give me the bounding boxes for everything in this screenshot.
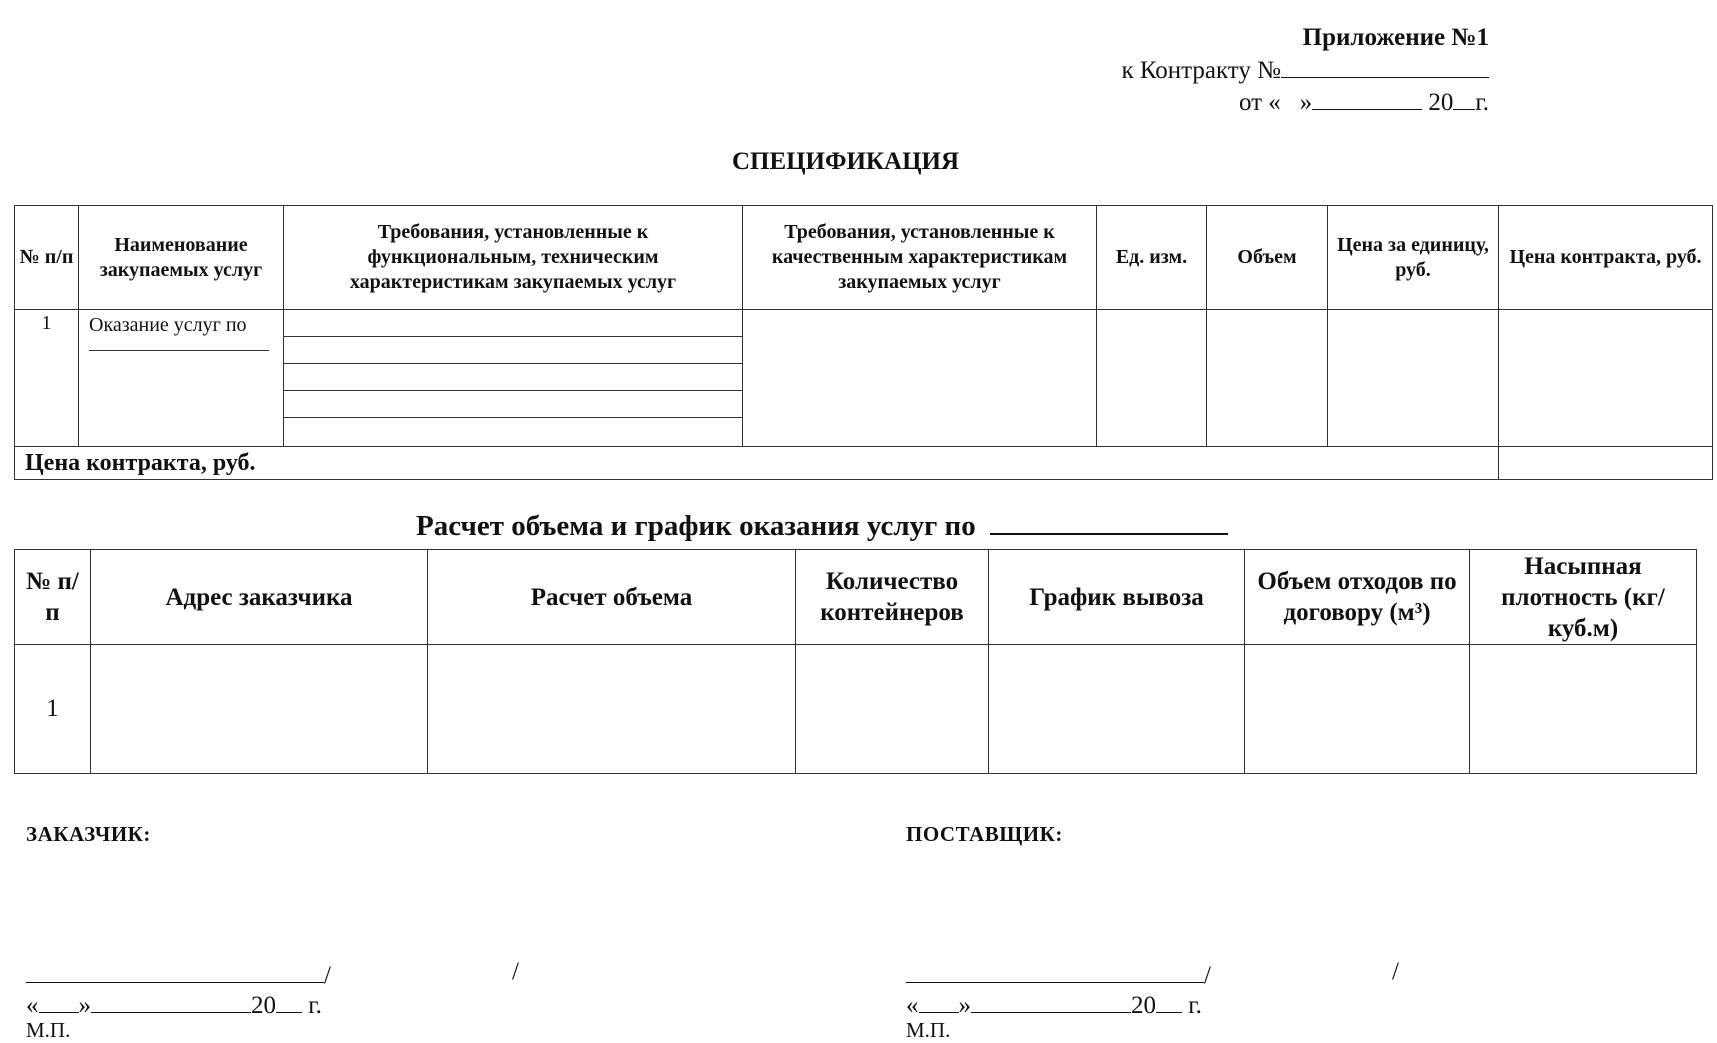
date-year: 20	[251, 992, 276, 1019]
schedule-table	[14, 549, 1697, 774]
spec-header-row	[15, 206, 1713, 310]
contract-number-line	[1121, 53, 1489, 87]
date-year-suffix: г.	[308, 992, 322, 1019]
date-close: »	[78, 992, 91, 1019]
date-from: от «	[1238, 89, 1281, 116]
spec-functional-subrows	[284, 310, 742, 444]
customer-name-slash: /	[512, 958, 519, 985]
spec-row-number: 1	[15, 310, 79, 447]
spec-col-contract-price: Цена контракта, руб.	[1499, 206, 1713, 310]
supplier-date-line	[906, 988, 1202, 1020]
contract-number-blank	[1281, 53, 1489, 78]
spec-quality-cell	[743, 310, 1097, 447]
subrow	[284, 364, 742, 391]
spec-service-name: Оказание услуг по	[89, 314, 247, 336]
spec-volume-cell	[1207, 310, 1328, 447]
date-close: »	[958, 992, 971, 1019]
supplier-label: ПОСТАВЩИК:	[906, 822, 1063, 846]
spec-total-value	[1499, 447, 1713, 480]
spec-service-blank	[89, 350, 269, 351]
customer-stamp-label: М.П.	[26, 1018, 71, 1042]
subrow	[284, 391, 742, 418]
spec-unit-price-cell	[1328, 310, 1499, 447]
spec-col-volume: Объем	[1207, 206, 1328, 310]
date-year-blank	[276, 988, 302, 1013]
date-year: 20	[1131, 992, 1156, 1019]
customer-label: ЗАКАЗЧИК:	[26, 822, 151, 846]
spec-col-functional-req: Требования, установленные к функциональным, техническим характеристикам закупаемых услуг	[284, 206, 743, 310]
date-year-blank	[1156, 988, 1182, 1013]
spec-col-service-name: Наименование закупаемых услуг	[79, 206, 284, 310]
spec-row	[15, 310, 1713, 447]
spec-table	[14, 205, 1713, 480]
customer-signature-line	[26, 958, 331, 990]
date-open: «	[906, 992, 919, 1019]
supplier-signature-blank	[906, 958, 1204, 983]
date-close: »	[1299, 89, 1313, 116]
spec-col-unit: Ед. изм.	[1097, 206, 1207, 310]
spec-total-label: Цена контракта, руб.	[15, 447, 1499, 480]
spec-col-number: № п/п	[15, 206, 79, 310]
schedule-col-container-count: Количество контейнеров	[796, 550, 989, 645]
supplier-name-slash: /	[1392, 958, 1399, 985]
supplier-signature-line	[906, 958, 1211, 990]
schedule-waste-volume-cell	[1245, 645, 1470, 774]
contract-prefix: к Контракту №	[1121, 57, 1281, 84]
date-month-blank	[91, 988, 251, 1013]
date-month-blank	[971, 988, 1131, 1013]
spec-title: СПЕЦИФИКАЦИЯ	[731, 148, 960, 175]
schedule-col-number: № п/п	[15, 550, 91, 645]
subrow	[284, 418, 742, 444]
date-day-blank	[39, 988, 79, 1013]
supplier-stamp-label: М.П.	[906, 1018, 951, 1042]
appendix-title: Приложение №1	[1302, 24, 1489, 51]
schedule-pickup-cell	[989, 645, 1245, 774]
schedule-col-bulk-density: Насыпная плотность (кг/куб.м)	[1470, 550, 1697, 645]
spec-col-unit-price: Цена за единицу, руб.	[1328, 206, 1499, 310]
subrow	[284, 310, 742, 337]
schedule-col-volume-calc: Расчет объема	[428, 550, 796, 645]
date-day-blank	[919, 988, 959, 1013]
date-year-suffix: г.	[1475, 89, 1489, 116]
schedule-row-number: 1	[15, 645, 91, 774]
schedule-volume-calc-cell	[428, 645, 796, 774]
date-month-blank	[1312, 85, 1422, 110]
schedule-header-row	[15, 550, 1697, 645]
spec-contract-price-cell	[1499, 310, 1713, 447]
spec-total-row	[15, 447, 1713, 480]
schedule-bulk-density-cell	[1470, 645, 1697, 774]
contract-date-line	[1239, 85, 1489, 119]
schedule-row	[15, 645, 1697, 774]
date-year-suffix: г.	[1188, 992, 1202, 1019]
schedule-address-cell	[91, 645, 428, 774]
slash: /	[324, 962, 331, 989]
schedule-col-waste-volume: Объем отходов по договору (м³)	[1245, 550, 1470, 645]
schedule-col-address: Адрес заказчика	[91, 550, 428, 645]
customer-date-line	[26, 988, 322, 1020]
slash: /	[1204, 962, 1211, 989]
date-year: 20	[1428, 89, 1454, 116]
spec-service-cell	[79, 310, 284, 447]
schedule-title-blank	[990, 511, 1228, 535]
schedule-title: Расчет объема и график оказания услуг по	[416, 510, 1228, 543]
schedule-container-count-cell	[796, 645, 989, 774]
schedule-col-pickup-schedule: График вывоза	[989, 550, 1245, 645]
subrow	[284, 337, 742, 364]
spec-col-quality-req: Требования, установленные к качественным характеристикам закупаемых услуг	[743, 206, 1097, 310]
spec-functional-cell	[284, 310, 743, 447]
customer-signature-blank	[26, 958, 324, 983]
date-year-blank	[1453, 85, 1475, 110]
date-open: «	[26, 992, 39, 1019]
spec-unit-cell	[1097, 310, 1207, 447]
